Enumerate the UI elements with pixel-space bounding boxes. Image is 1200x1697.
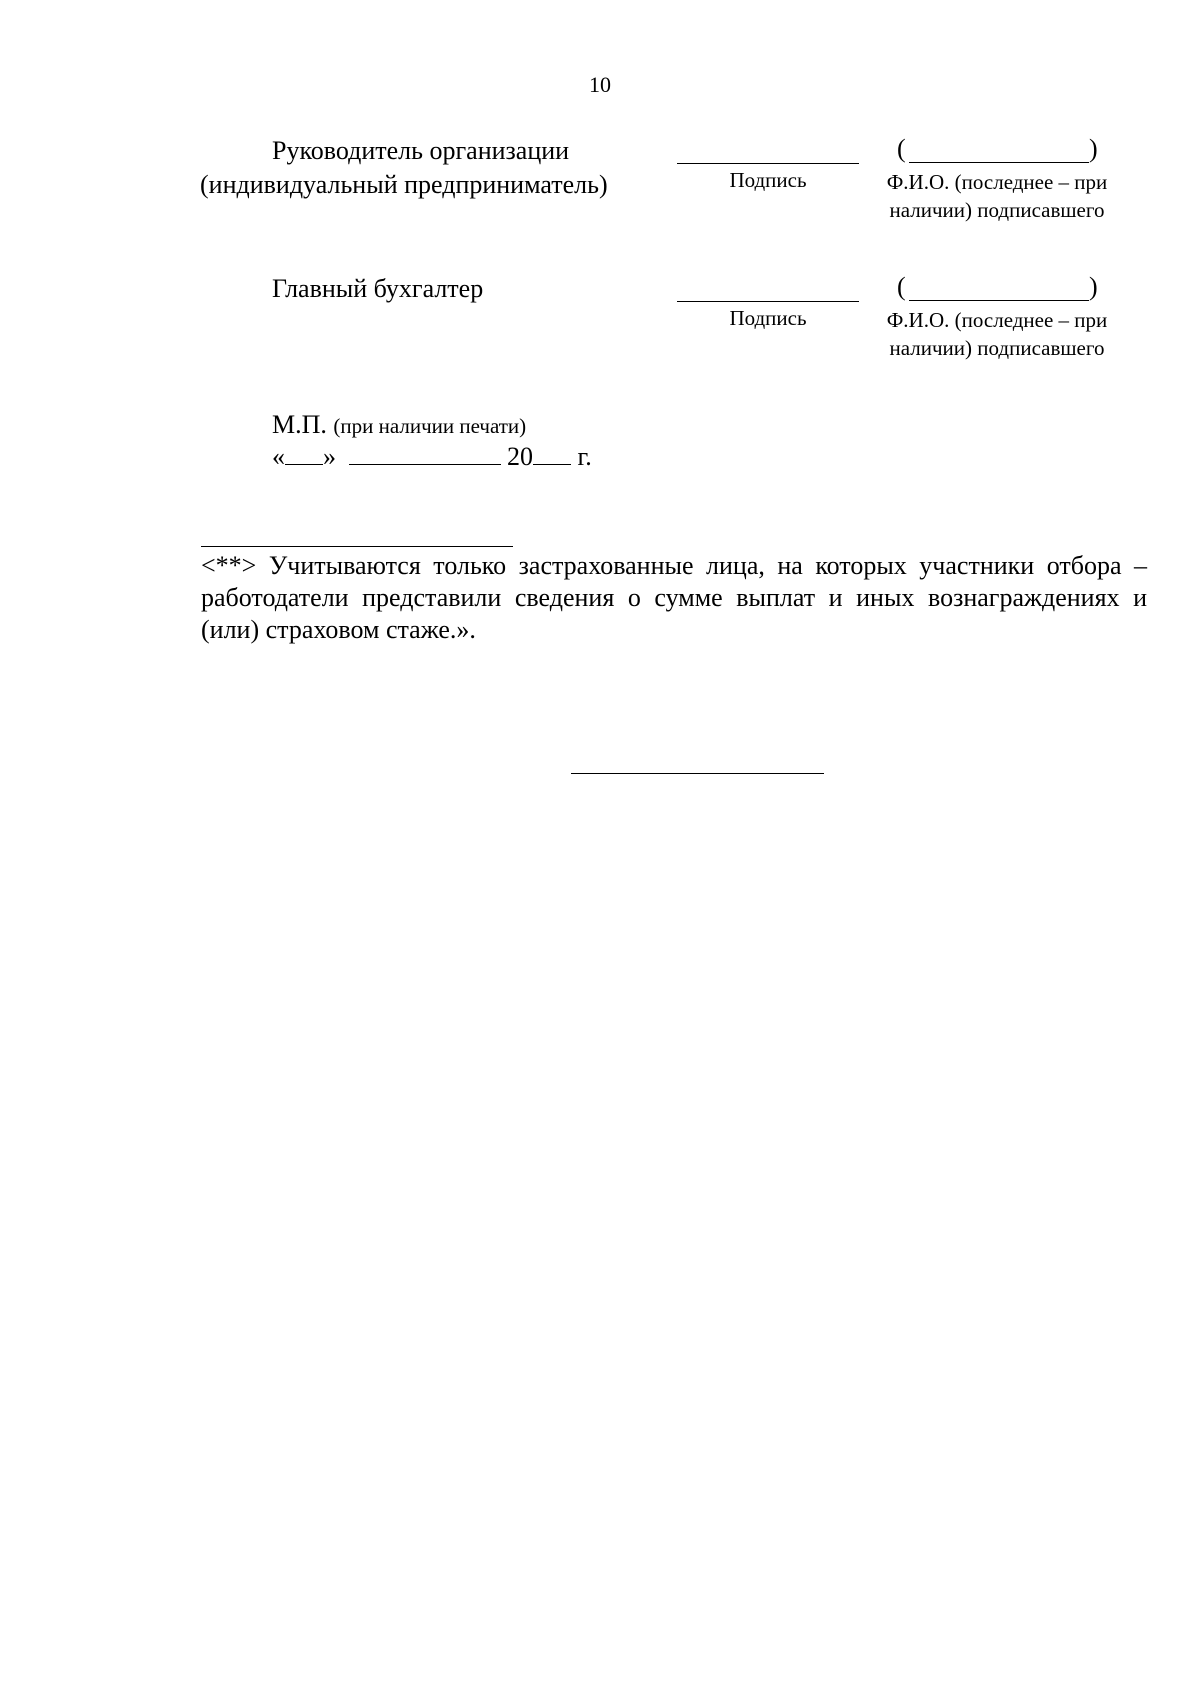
day-blank [285, 442, 323, 465]
date-line [272, 442, 592, 472]
date-open-quote: « [272, 442, 285, 471]
head-fio-caption: Ф.И.О. (последнее – при наличии) подписавшего [886, 170, 1108, 222]
date-close-quote: » [323, 442, 336, 471]
head-role-subtitle: (индивидуальный предприниматель) [200, 170, 608, 199]
page-number: 10 [589, 72, 611, 97]
head-signature-caption: Подпись [729, 168, 807, 192]
accountant-fio-fill-line [909, 300, 1089, 301]
end-of-document-line [571, 773, 824, 774]
accountant-fio-close-paren: ) [1089, 272, 1098, 301]
accountant-signature-caption: Подпись [729, 306, 807, 330]
accountant-fio-block [882, 272, 1112, 362]
month-blank [349, 442, 501, 465]
head-fio-block [882, 134, 1112, 224]
accountant-fio-open-paren: ( [897, 272, 906, 301]
footnote-separator [201, 546, 513, 547]
head-role-title: Руководитель организации [272, 136, 570, 165]
head-signature-line [677, 163, 859, 164]
year-blank [533, 442, 571, 465]
footnote-text: <**> Учитываются только застрахованные лица, на которых участники отбора – работодатели представили сведения о сумме выплат и иных вознаграждениях и (или) страховом стаже.». [201, 551, 1147, 644]
stamp-label: М.П. [272, 410, 327, 439]
accountant-fio-caption: Ф.И.О. (последнее – при наличии) подписавшего [886, 308, 1108, 360]
stamp-note: (при наличии печати) [333, 414, 527, 438]
head-fio-field [882, 134, 1112, 168]
year-prefix: 20 [507, 442, 533, 471]
head-fio-close-paren: ) [1089, 134, 1098, 163]
accountant-signature-line [677, 301, 859, 302]
accountant-role-title: Главный бухгалтер [272, 274, 484, 303]
stamp-line [272, 410, 526, 440]
year-suffix: г. [577, 442, 592, 471]
head-fio-fill-line [909, 162, 1089, 163]
accountant-fio-field [882, 272, 1112, 306]
head-fio-open-paren: ( [897, 134, 906, 163]
